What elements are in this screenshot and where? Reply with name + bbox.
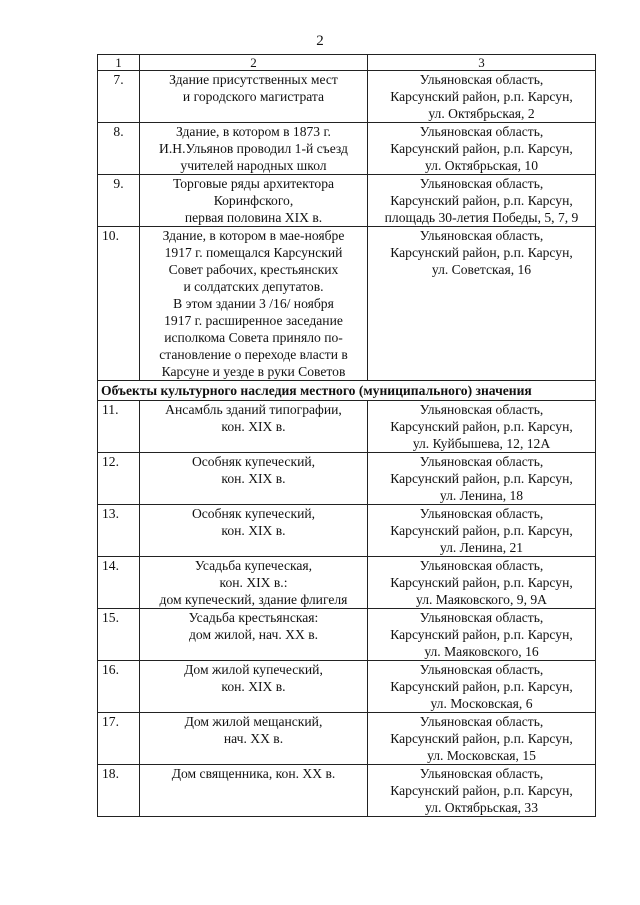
object-address [368, 175, 596, 227]
row-number: 13. [98, 505, 140, 557]
object-address-line: Карсунский район, р.п. Карсун, [390, 679, 573, 694]
object-name [140, 227, 368, 381]
object-address-line: ул. Куйбышева, 12, 12А [412, 436, 551, 451]
row-number: 18. [98, 765, 140, 817]
object-address-line: ул. Маяковского, 9, 9А [416, 592, 547, 607]
object-address-line: площадь 30-летия Победы, 5, 7, 9 [384, 210, 579, 225]
row-number: 11. [98, 401, 140, 453]
row-number: 16. [98, 661, 140, 713]
object-name-line: нач. XX в. [223, 731, 284, 746]
row-number: 14. [98, 557, 140, 609]
object-name-line: и городского магистрата [182, 89, 325, 104]
object-name-line: Особняк купеческий, [191, 454, 316, 469]
object-name-line: первая половина XIX в. [184, 210, 323, 225]
object-name-line: дом жилой, нач. XX в. [188, 627, 319, 642]
section-title: Объекты культурного наследия местного (муниципального) значения [98, 381, 596, 401]
object-address-line: ул. Маяковского, 16 [424, 644, 539, 659]
row-number: 15. [98, 609, 140, 661]
object-name-line: кон. XIX в. [221, 471, 286, 486]
column-number-1: 1 [98, 55, 140, 71]
object-name-line: Ансамбль зданий типографии, [165, 402, 342, 417]
row-number: 9. [98, 175, 140, 227]
table-row [98, 765, 596, 817]
table-row [98, 71, 596, 123]
row-number: 10. [98, 227, 140, 381]
object-name [140, 713, 368, 765]
column-number-row [98, 55, 596, 71]
section-header-row [98, 381, 596, 401]
object-address [368, 713, 596, 765]
object-address-line: Ульяновская область, [419, 610, 544, 625]
object-name-line: Усадьба купеческая, [194, 558, 313, 573]
object-address-line: Ульяновская область, [419, 662, 544, 677]
object-name-line: кон. XIX в. [221, 523, 286, 538]
object-name-line: учителей народных школ [180, 158, 327, 173]
object-name [140, 609, 368, 661]
object-name-line: 1917 г. помещался Карсунский [164, 245, 343, 260]
object-name-line: кон. XIX в. [221, 419, 286, 434]
table-row [98, 175, 596, 227]
object-address-line: Карсунский район, р.п. Карсун, [390, 731, 573, 746]
object-address [368, 661, 596, 713]
object-address-line: Ульяновская область, [419, 558, 544, 573]
object-name-line: Здание, в котором в мае-ноябре [162, 228, 345, 243]
object-address-line: Карсунский район, р.п. Карсун, [390, 193, 573, 208]
object-name [140, 71, 368, 123]
heritage-objects-table [97, 54, 596, 817]
table-row [98, 401, 596, 453]
object-address [368, 609, 596, 661]
object-address [368, 453, 596, 505]
object-address-line: Карсунский район, р.п. Карсун, [390, 419, 573, 434]
object-address-line: Карсунский район, р.п. Карсун, [390, 245, 573, 260]
object-address-line: Ульяновская область, [419, 766, 544, 781]
row-number: 17. [98, 713, 140, 765]
object-name-line: Коринфского, [213, 193, 294, 208]
column-number-2: 2 [140, 55, 368, 71]
table-row [98, 713, 596, 765]
object-name-line: Дом жилой мещанский, [184, 714, 323, 729]
table-row [98, 557, 596, 609]
object-name [140, 505, 368, 557]
object-address-line: Карсунский район, р.п. Карсун, [390, 89, 573, 104]
object-name-line: кон. XIX в. [221, 679, 286, 694]
object-address-line: ул. Октябрьская, 33 [424, 800, 539, 815]
row-number: 8. [98, 123, 140, 175]
object-name-line: Совет рабочих, крестьянских [168, 262, 339, 277]
row-number: 12. [98, 453, 140, 505]
object-address-line: ул. Советская, 16 [431, 262, 532, 277]
object-address-line: Ульяновская область, [419, 72, 544, 87]
table-row [98, 453, 596, 505]
column-number-3: 3 [368, 55, 596, 71]
table-row [98, 123, 596, 175]
object-name [140, 661, 368, 713]
object-address [368, 557, 596, 609]
object-address-line: Карсунский район, р.п. Карсун, [390, 471, 573, 486]
object-name-line: И.Н.Ульянов проводил 1-й съезд [159, 141, 348, 156]
object-name-line: Здание, в котором в 1873 г. [176, 124, 331, 139]
object-address [368, 401, 596, 453]
object-name [140, 401, 368, 453]
object-name-line: Карсуне и уезде в руки Советов [161, 364, 346, 379]
object-address-line: Ульяновская область, [419, 506, 544, 521]
object-name-line: становление о переходе власти в [159, 347, 348, 362]
object-name-line: Особняк купеческий, [191, 506, 316, 521]
object-address [368, 123, 596, 175]
table-row [98, 609, 596, 661]
object-address [368, 765, 596, 817]
object-address-line: ул. Московская, 6 [430, 696, 533, 711]
object-address [368, 227, 596, 381]
object-address-line: Ульяновская область, [419, 228, 544, 243]
object-name-line: Усадьба крестьянская: [188, 610, 319, 625]
object-address-line: ул. Ленина, 21 [439, 540, 524, 555]
object-address-line: Карсунский район, р.п. Карсун, [390, 627, 573, 642]
table-row [98, 227, 596, 381]
object-name-line: 1917 г. расширенное заседание [164, 313, 343, 328]
object-name [140, 557, 368, 609]
object-name-line: В этом здании 3 /16/ ноября [173, 296, 334, 311]
object-address-line: ул. Октябрьская, 2 [428, 106, 535, 121]
object-address-line: Ульяновская область, [419, 124, 544, 139]
object-address-line: Ульяновская область, [419, 714, 544, 729]
object-address-line: Ульяновская область, [419, 454, 544, 469]
object-name-line: исполкома Совета приняло по- [164, 330, 343, 345]
row-number: 7. [98, 71, 140, 123]
object-name-line: кон. XIX в.: [219, 575, 288, 590]
object-name [140, 175, 368, 227]
object-name [140, 453, 368, 505]
object-name-line: Торговые ряды архитектора [172, 176, 335, 191]
object-name-line: дом купеческий, здание флигеля [159, 592, 348, 607]
object-address-line: ул. Московская, 15 [427, 748, 536, 763]
page-number: 2 [316, 33, 324, 49]
table-body [98, 55, 596, 817]
object-name-line: Дом жилой купеческий, [184, 662, 323, 677]
object-address-line: Карсунский район, р.п. Карсун, [390, 783, 573, 798]
object-address-line: ул. Октябрьская, 10 [424, 158, 539, 173]
object-name-line: и солдатских депутатов. [183, 279, 324, 294]
object-address-line: Ульяновская область, [419, 176, 544, 191]
object-address-line: ул. Ленина, 18 [439, 488, 524, 503]
object-name-line: Здание присутственных мест [169, 72, 338, 87]
table-row [98, 505, 596, 557]
object-address [368, 71, 596, 123]
object-name [140, 123, 368, 175]
object-name-line: Дом священника, кон. XX в. [171, 766, 336, 781]
object-address-line: Карсунский район, р.п. Карсун, [390, 575, 573, 590]
object-address-line: Карсунский район, р.п. Карсун, [390, 141, 573, 156]
table-row [98, 661, 596, 713]
object-address [368, 505, 596, 557]
object-address-line: Карсунский район, р.п. Карсун, [390, 523, 573, 538]
object-name [140, 765, 368, 817]
object-address-line: Ульяновская область, [419, 402, 544, 417]
